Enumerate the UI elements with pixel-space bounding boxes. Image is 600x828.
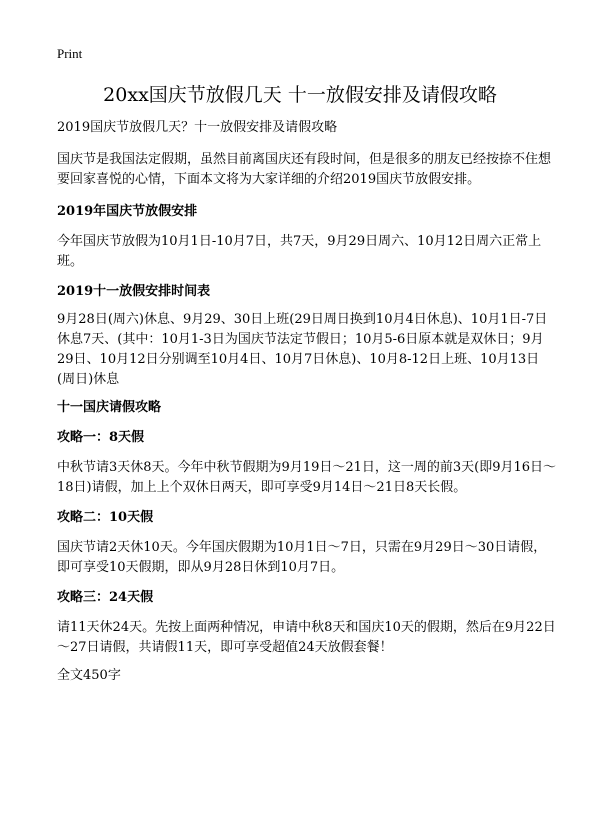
print-link[interactable]: Print — [57, 46, 83, 61]
word-count-footer: 全文450字 — [57, 668, 121, 683]
section-heading-tip-2: 攻略二：10天假 — [57, 510, 154, 525]
section-heading-timetable: 2019十一放假安排时间表 — [57, 284, 211, 299]
section-heading-schedule: 2019年国庆节放假安排 — [57, 204, 198, 219]
section-heading-leave-tips: 十一国庆请假攻略 — [57, 400, 162, 415]
page-title: 20xx国庆节放假几天 十一放假安排及请假攻略 — [103, 84, 497, 106]
section-text-schedule: 今年国庆节放假为10月1日-10月7日，共7天，9月29日周六、10月12日周六正常上班。 — [57, 234, 542, 269]
section-text-tip-3: 请11天休24天。先按上面两种情况，申请中秋8天和国庆10天的假期，然后在9月22日～27日请假，共请假11天，即可享受超值24天放假套餐！ — [57, 620, 556, 655]
section-text-timetable: 9月28日(周六)休息、9月29、30日上班(29日周日换到10月4日休息)、10月1日-7日休息7天、(其中：10月1-3日为国庆节法定节假日；10月5-6日原本就是双休日；9月29日、10月12日分别调至10月4日、10月7日休息)、10月8-12日上班、10月13日(周日)休息 — [57, 312, 548, 387]
section-heading-tip-1: 攻略一：8天假 — [57, 430, 145, 445]
section-text-tip-2: 国庆节请2天休10天。今年国庆假期为10月1日～7日，只需在9月29日～30日请假，即可享受10天假期，即从9月28日休到10月7日。 — [57, 540, 547, 575]
subtitle: 2019国庆节放假几天？十一放假安排及请假攻略 — [57, 120, 338, 135]
section-heading-tip-3: 攻略三：24天假 — [57, 590, 154, 605]
intro-paragraph: 国庆节是我国法定假期，虽然目前离国庆还有段时间，但是很多的朋友已经按捺不住想要回家喜悦的心情，下面本文将为大家详细的介绍2019国庆节放假安排。 — [57, 152, 552, 187]
section-text-tip-1: 中秋节请3天休8天。今年中秋节假期为9月19日～21日，这一周的前3天(即9月16日～18日)请假，加上上个双休日两天，即可享受9月14日～21日8天长假。 — [57, 460, 557, 495]
